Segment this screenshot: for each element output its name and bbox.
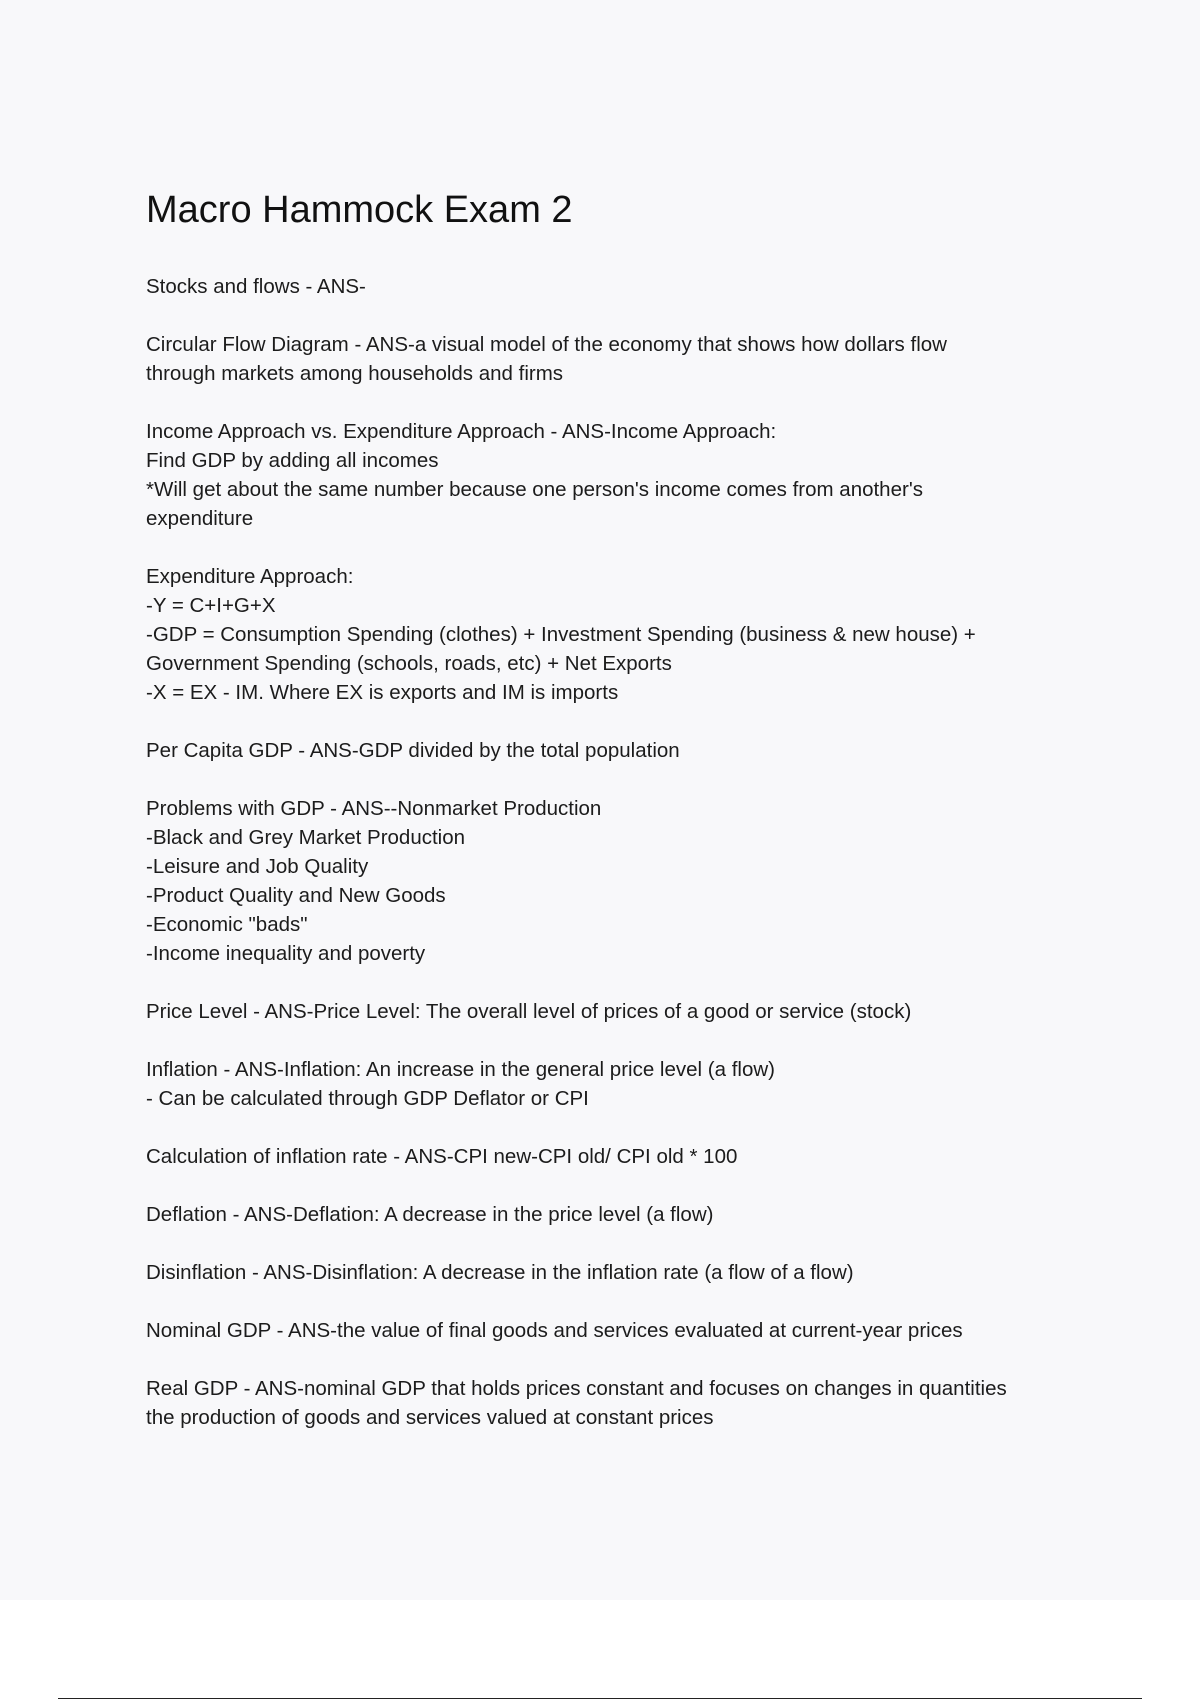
qa-entry [146,1142,1106,1171]
entry-text-line: Government Spending (schools, roads, etc) + Net Exports [146,652,672,675]
entry-text-line: - Can be calculated through GDP Deflator or CPI [146,1087,589,1110]
entry-text-line: -Economic "bads" [146,913,308,936]
qa-entry [146,330,1106,388]
entry-text-line: -Black and Grey Market Production [146,826,466,849]
entry-text-line: Find GDP by adding all incomes [146,449,439,472]
entry-text-line: Expenditure Approach: [146,565,354,588]
qa-entry [146,1374,1106,1432]
entry-text-line: Inflation - ANS-Inflation: An increase in the general price level (a flow) [146,1058,775,1081]
entry-text-line: -GDP = Consumption Spending (clothes) + Investment Spending (business & new house) + [146,623,976,646]
entry-text-line: Per Capita GDP - ANS-GDP divided by the total population [146,739,680,762]
entry-text-line: Calculation of inflation rate - ANS-CPI new-CPI old/ CPI old * 100 [146,1145,738,1168]
entry-text-line: -Leisure and Job Quality [146,855,369,878]
qa-entry [146,794,1106,968]
document-title: Macro Hammock Exam 2 [146,189,573,231]
qa-entry [146,1055,1106,1113]
footer-divider [58,1698,1142,1699]
entry-text-line: Income Approach vs. Expenditure Approach - ANS-Income Approach: [146,420,777,443]
entry-text-line: Nominal GDP - ANS-the value of final goods and services evaluated at current-year prices [146,1319,963,1342]
entry-text-line: Stocks and flows - ANS- [146,275,366,298]
entry-text-line: -Product Quality and New Goods [146,884,446,907]
entry-text-line: through markets among households and firms [146,362,564,385]
entries-list [146,272,1106,1432]
qa-entry [146,1200,1106,1229]
entry-text-line: *Will get about the same number because one person's income comes from another's [146,478,923,501]
entry-text-line: Problems with GDP - ANS--Nonmarket Production [146,797,602,820]
entry-text-line: -Income inequality and poverty [146,942,426,965]
qa-entry [146,417,1106,533]
entry-text-line: expenditure [146,507,254,530]
entry-text-line: Real GDP - ANS-nominal GDP that holds prices constant and focuses on changes in quantities [146,1377,1007,1400]
qa-entry [146,997,1106,1026]
entry-text-line: -X = EX - IM. Where EX is exports and IM is imports [146,681,619,704]
entry-text-line: Price Level - ANS-Price Level: The overall level of prices of a good or service (stock) [146,1000,912,1023]
entry-text-line: -Y = C+I+G+X [146,594,276,617]
qa-entry [146,562,1106,707]
qa-entry [146,1258,1106,1287]
document-content [146,188,1106,1461]
qa-entry [146,1316,1106,1345]
entry-text-line: Deflation - ANS-Deflation: A decrease in the price level (a flow) [146,1203,714,1226]
entry-text-line: Disinflation - ANS-Disinflation: A decrease in the inflation rate (a flow of a flow) [146,1261,854,1284]
qa-entry [146,736,1106,765]
entry-text-line: the production of goods and services valued at constant prices [146,1406,714,1429]
entry-text-line: Circular Flow Diagram - ANS-a visual model of the economy that shows how dollars flow [146,333,947,356]
qa-entry [146,272,1106,301]
